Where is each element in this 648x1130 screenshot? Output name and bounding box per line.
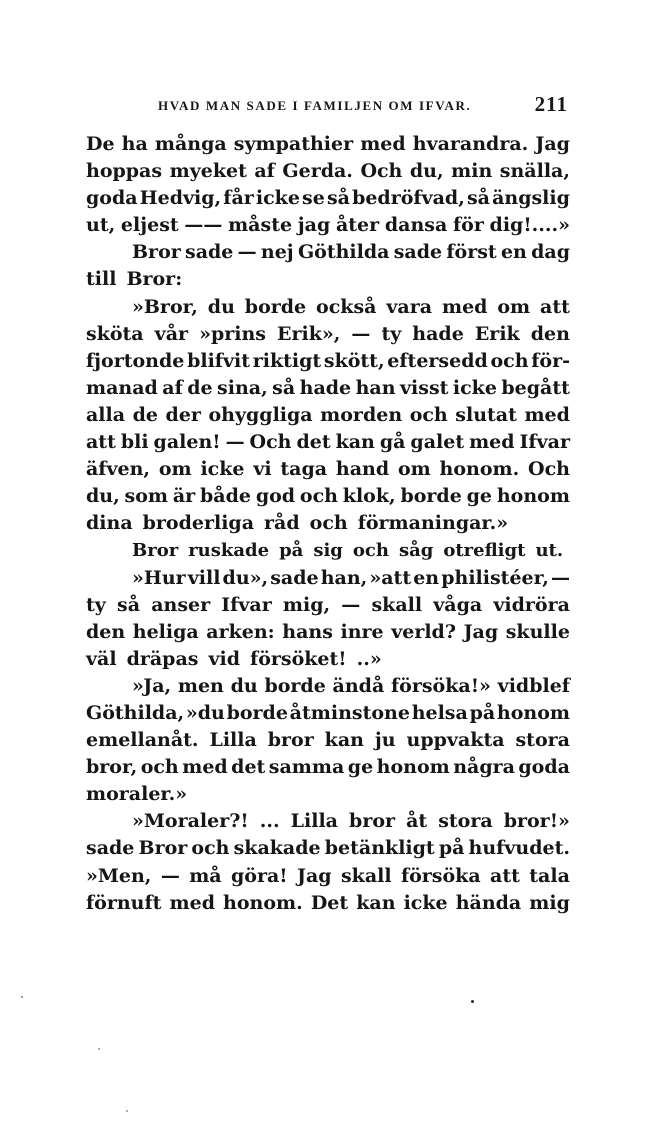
text-line: »Moraler?! ... Lilla bror åt stora bror!»: [132, 810, 570, 833]
text-line: hoppas myeket af Gerda. Och du, min snälla,: [86, 160, 570, 183]
text-line: sade Bror och skakade betänkligt på hufvudet.: [86, 837, 570, 860]
text-line: »Ja, men du borde ändå försöka!» vidblef: [132, 674, 570, 697]
text-line: »Men, — må göra! Jag skall försöka att tala: [86, 864, 570, 887]
text-line: Göthilda, »du borde åtminstone helsa på honom: [86, 701, 570, 724]
text-line: Bror sade — nej Göthilda sade först en dag: [132, 241, 570, 264]
text-line: förnuft med honom. Det kan icke hända mig: [86, 891, 570, 914]
text-line: emellanåt. Lilla bror kan ju uppvakta stora: [86, 729, 570, 752]
text-line: De ha många sympathier med hvarandra. Jag: [86, 133, 570, 155]
text-line: alla de der ohyggliga morden och slutat med: [86, 403, 570, 426]
text-line: äfven, om icke vi taga hand om honom. Och: [86, 458, 570, 481]
text-line: fjortonde blifvit riktigt skött, eftersedd och för-: [86, 349, 570, 372]
print-speck: [21, 996, 23, 998]
print-speck: [471, 1000, 474, 1003]
text-line: goda Hedvig, får icke se så bedröfvad, så ängslig: [86, 187, 570, 210]
text-line: »Hur vill du», sade han, »att en philistéer, —: [132, 566, 570, 589]
text-line: manad af de sina, så hade han visst icke begått: [86, 376, 570, 399]
running-head: HVAD MAN SADE I FAMILJEN OM IFVAR.: [158, 98, 472, 113]
text-line: ut, eljest —— måste jag åter dansa för dig!....»: [86, 214, 570, 237]
text-line: sköta vår »prins Erik», — ty hade Erik den: [86, 322, 570, 345]
text-line: moraler.»: [86, 783, 188, 806]
text-line: väl dräpas vid försöket! ..»: [86, 647, 382, 670]
text-line: till Bror:: [86, 268, 183, 291]
text-line: »Bror, du borde också vara med om att: [132, 295, 570, 318]
body-text: [86, 131, 570, 917]
print-speck: [98, 1048, 100, 1050]
page-header: [86, 92, 570, 120]
text-line: du, som är både god och klok, borde ge honom: [86, 485, 570, 508]
page-number: 211: [534, 92, 568, 116]
text-line: ty så anser Ifvar mig, — skall våga vidröra: [86, 593, 570, 616]
text-line: den heliga arken: hans inre verld? Jag skulle: [86, 620, 570, 643]
text-line: bror, och med det samma ge honom några goda: [86, 756, 570, 779]
print-speck: [126, 1110, 128, 1112]
text-line: att bli galen! — Och det kan gå galet med Ifvar: [86, 431, 570, 454]
text-line: dina broderliga råd och förmaningar.»: [86, 512, 509, 535]
text-line: Bror ruskade på sig och såg otrefligt ut.: [132, 540, 564, 562]
